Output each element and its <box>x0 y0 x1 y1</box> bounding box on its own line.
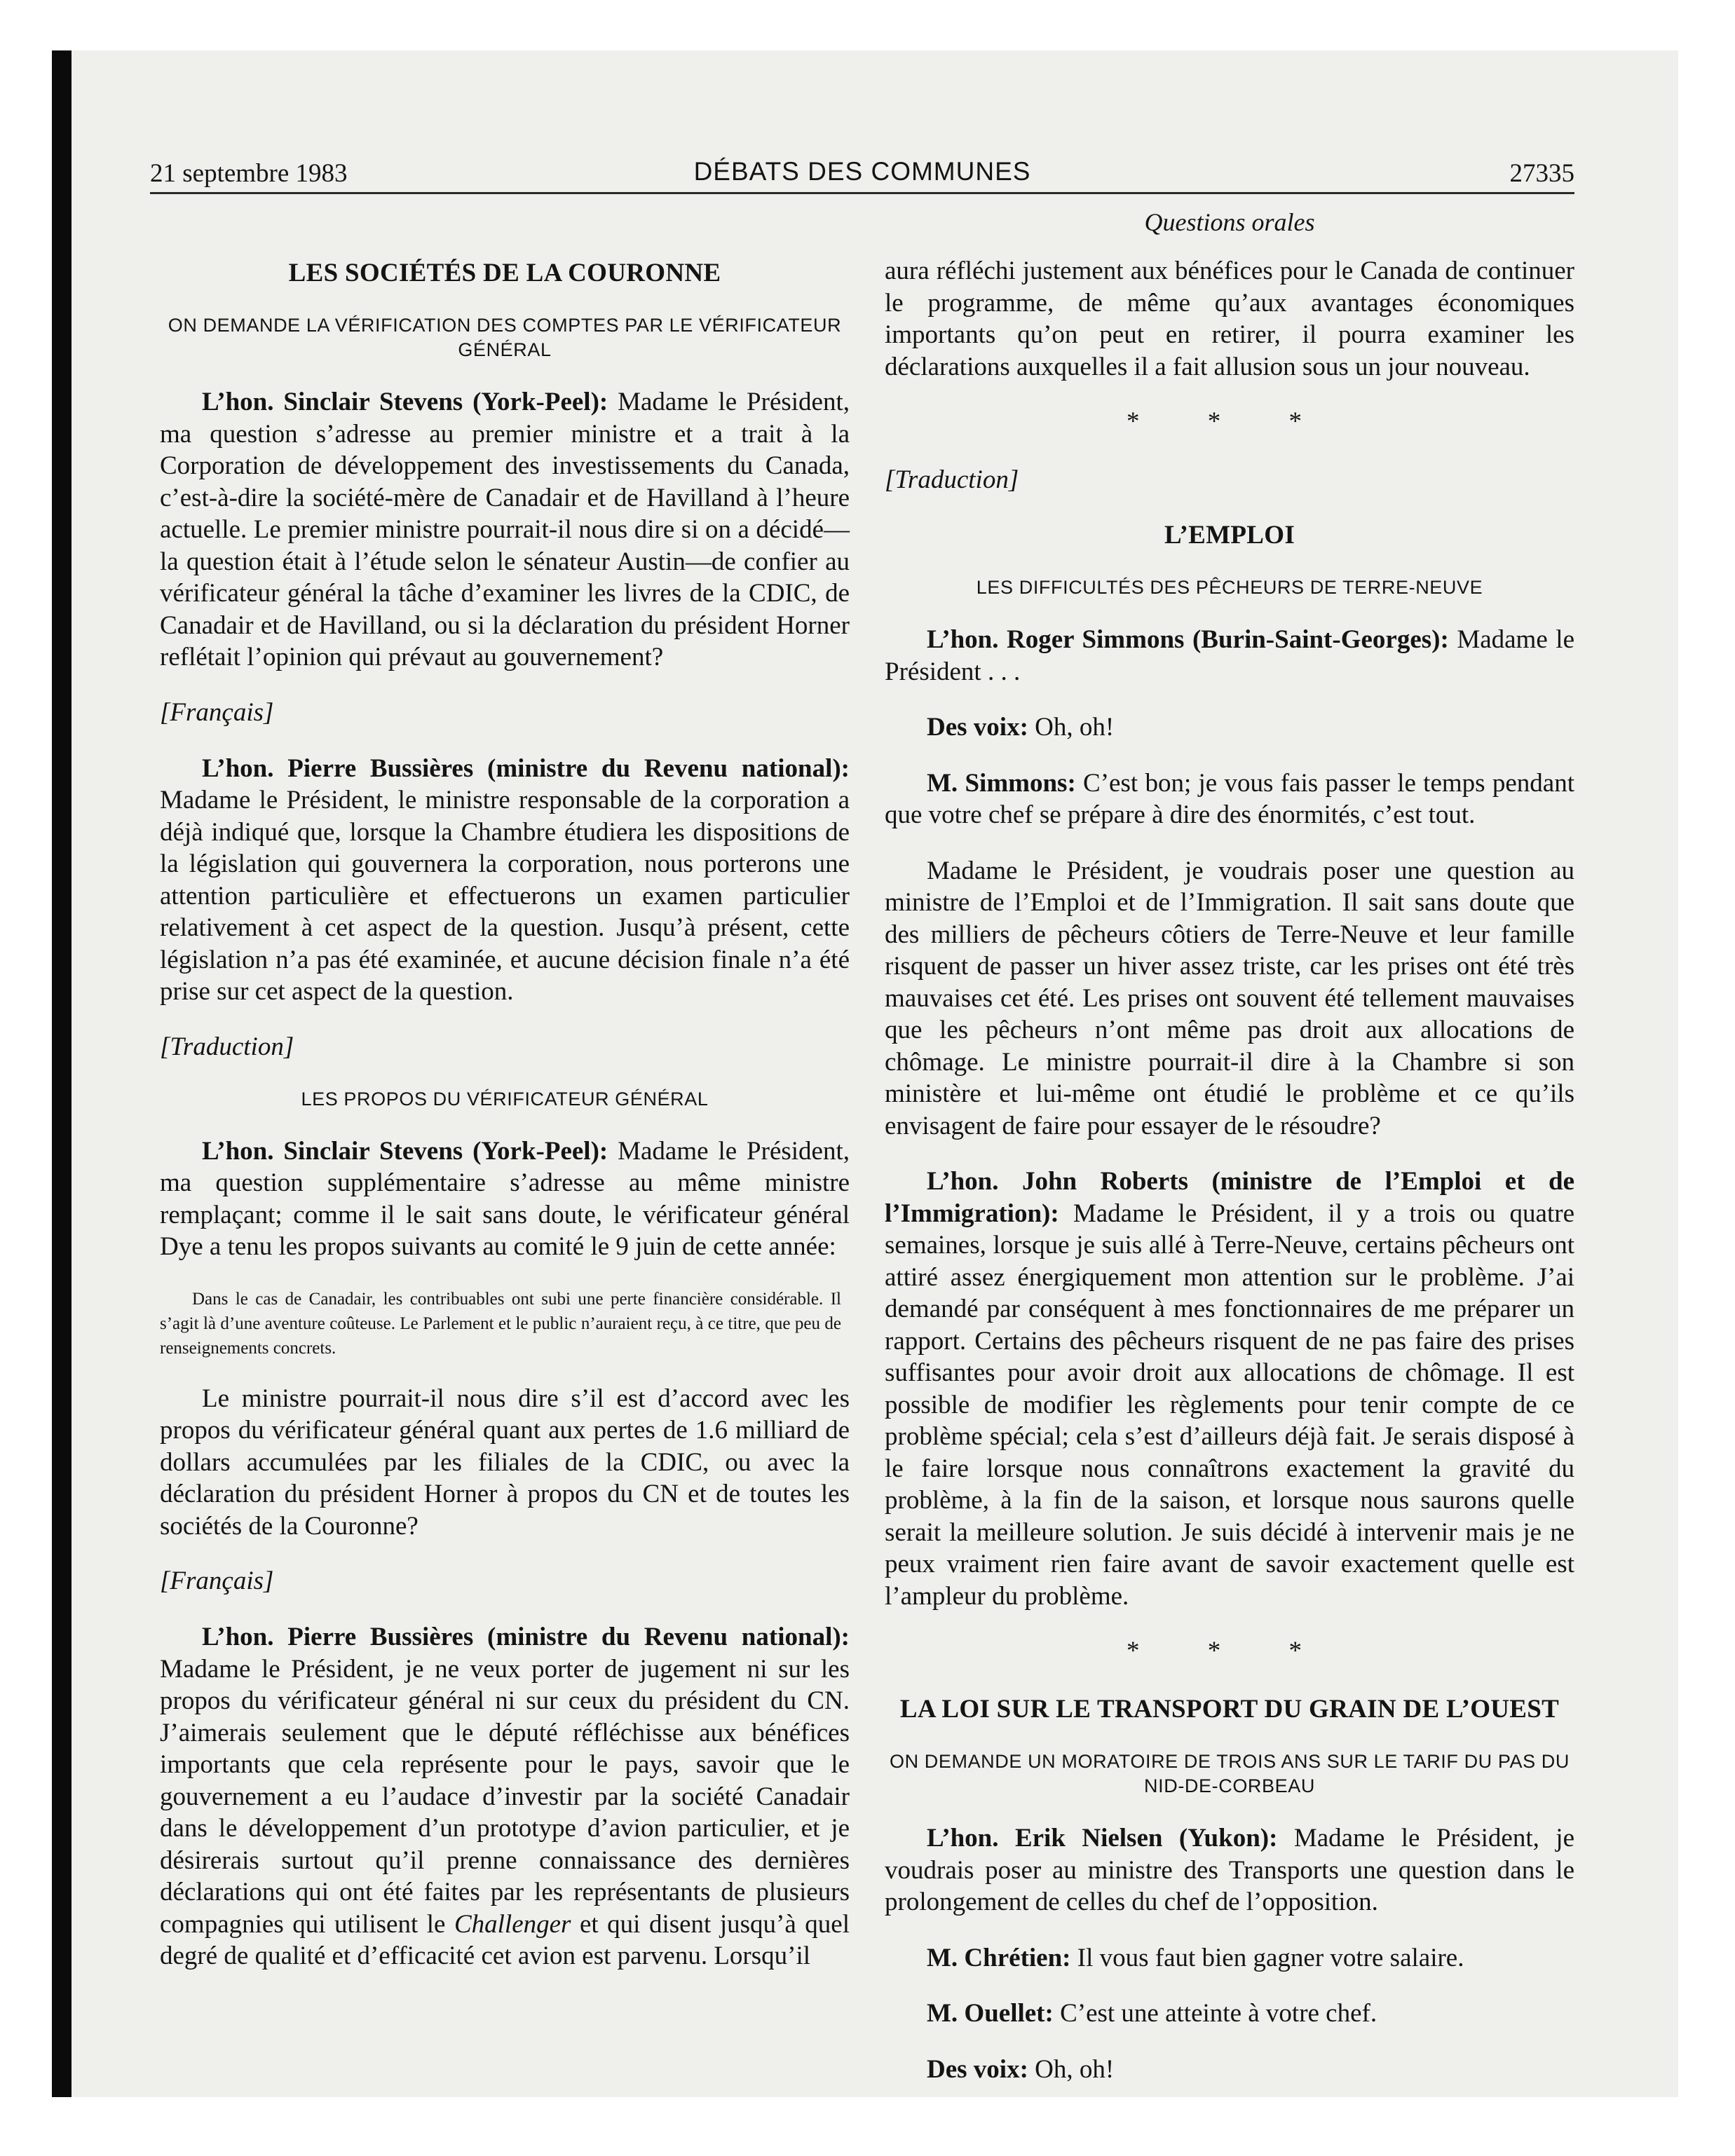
speaker-name: L’hon. Sinclair Stevens (York-Peel): <box>202 1136 608 1166</box>
speaker-name: L’hon. Roger Simmons (Burin-Saint-Georges): <box>927 625 1449 655</box>
language-note: [Français] <box>160 697 274 727</box>
section-heading: LA LOI SUR LE TRANSPORT DU GRAIN DE L’OUEST <box>899 1695 1560 1724</box>
speech-paragraph <box>885 2054 1574 2086</box>
speech-text: et qui disent jusqu’à quel degré de qualité et d’efficacité cet avion est parvenu. Lorsqu’il <box>160 1909 850 1971</box>
speech-paragraph <box>160 753 850 1008</box>
header-date: 21 septembre 1983 <box>150 159 348 188</box>
speech-text: Madame le Président, je voudrais poser au ministre des Transports une question dans le prolongement de celles du chef de l’opposition. <box>885 1824 1574 1917</box>
speech-paragraph <box>160 1621 850 1972</box>
speech-paragraph: Le ministre pourrait-il nous dire s’il est d’accord avec les propos du vérificateur général quant aux pertes de 1.6 milliard de dollars accumulées par les filiales de la CDIC, ou avec la déclaration du président Horner à propos du CN et de toutes les sociétés de la Couronne? <box>160 1384 850 1541</box>
speech-paragraph <box>160 1135 850 1263</box>
speech-paragraph <box>885 624 1574 688</box>
language-note: [Traduction] <box>160 1032 294 1061</box>
speech-text: Madame le Président, je ne veux porter de jugement ni sur les propos du vérificateur général ni sur ceux du président du CN. J’aimerais seulement que le député réfléchisse aux bénéfices importants que cela représente pour le pays, savoir que le gouvernement a eu l’audace d’investir par la société Canadair dans le développement d’un prototype d’avion particulier, et je désirerais surtout qu’il prenne connaissance des dernières déclarations qui ont été faites par les représentants de plusieurs compagnies qui utilisent le <box>160 1654 850 1939</box>
speech-text: Madame le Président, il y a trois ou quatre semaines, lorsque je suis allé à Terre-Neuve, certains pêcheurs ont attiré assez énergiquement mon attention sur le problème. J’ai demandé par conséquent à mes fonctionnaires de me préparer un rapport. Certains des pêcheurs risquent de ne pas faire des prises suffisantes pour avoir droit aux allocations de chômage. Il est possible de modifier les règlements pour tenir compte de ce problème spécial; cela s’est d’ailleurs déjà fait. Je serais disposé à le faire lorsque nous connaîtrons exactement la gravité du problème, à la fin de la saison, et lorsque nous saurons quelle serait la meilleure solution. Je suis décidé à intervenir mais je ne peux vraiment rien faire avant de savoir exactement quelle est l’ampleur du problème. <box>885 1199 1574 1611</box>
left-column <box>160 258 850 1996</box>
speech-text: Madame le Président, ma question supplémentaire s’adresse au même ministre remplaçant; comme il le sait sans doute, le vérificateur général Dye a tenu les propos suivants au comité le 9 juin de cette année: <box>160 1136 850 1262</box>
speech-text: Madame le Président . . . <box>885 625 1574 686</box>
speech-text: Oh, oh! <box>1028 2054 1115 2084</box>
header-page-number: 27335 <box>1509 159 1574 188</box>
speech-paragraph: Madame le Président, je voudrais poser une question au ministre de l’Emploi et de l’Immigration. Il sait sans doute que des milliers de pêcheurs côtiers de Terre-Neuve et leur famille risquent de passer un hiver assez triste, car les prises ont été très mauvaises cet été. Les prises ont souvent été tellement mauvaises que les pêcheurs n’ont même pas droit aux allocations de chômage. Le ministre pourrait-il dire à la Chambre si son ministère et lui-même ont étudié le problème et ce qu’ils envisagent de faire pour essayer de le résoudre? <box>885 856 1574 1140</box>
speech-paragraph: aura réfléchi justement aux bénéfices pour le Canada de continuer le programme, de même qu’aux avantages économiques importants qu’on peut en retirer, il pourra examiner les déclarations auxquelles il a fait allusion sous un jour nouveau. <box>885 257 1574 381</box>
language-note: [Traduction] <box>885 465 1019 494</box>
speaker-name: M. Simmons: <box>927 768 1076 798</box>
speaker-name: M. Ouellet: <box>927 1999 1054 2028</box>
speech-paragraph <box>885 1942 1574 1974</box>
block-quote: Dans le cas de Canadair, les contribuables ont subi une perte financière considérable. Il s’agit là d’une aventure coûteuse. Le Parlement et le public n’auraient reçu, à ce titre, que peu de renseignements concrets. <box>160 1289 841 1358</box>
speaker-name: L’hon. Sinclair Stevens (York-Peel): <box>202 388 608 417</box>
speaker-name: L’hon. Erik Nielsen (Yukon): <box>927 1824 1278 1853</box>
speech-text: Il vous faut bien gagner votre salaire. <box>1070 1943 1464 1972</box>
language-note: [Français] <box>160 1567 274 1596</box>
speech-paragraph <box>160 386 850 674</box>
speaker-name: M. Chrétien: <box>927 1943 1071 1972</box>
speech-paragraph <box>885 767 1574 831</box>
page-header <box>150 156 1574 194</box>
speech-paragraph <box>885 1822 1574 1918</box>
subheading: LES DIFFICULTÉS DES PÊCHEURS DE TERRE-NEUVE <box>976 577 1483 598</box>
speech-text: C’est une atteinte à votre chef. <box>1053 1999 1377 2028</box>
speech-paragraph <box>885 1998 1574 2030</box>
speech-text: Oh, oh! <box>1028 713 1115 742</box>
speaker-name: L’hon. John Roberts (ministre de l’Emploi et de l’Immigration): <box>885 1167 1574 1228</box>
section-separator: * * * <box>1127 407 1333 436</box>
subheading: LES PROPOS DU VÉRIFICATEUR GÉNÉRAL <box>301 1088 709 1110</box>
aircraft-name: Challenger <box>454 1909 571 1939</box>
speech-text: C’est bon; je vous fais passer le temps pendant que votre chef se prépare à dire des énormités, c’est tout. <box>885 768 1574 830</box>
speech-text: Madame le Président, le ministre responsable de la corporation a déjà indiqué que, lorsque la Chambre étudiera les dispositions de la législation qui gouvernera la corporation, nous porterons une attention particulière et effectuerons un examen particulier relativement à cet aspect de la question. Jusqu’à présent, cette législation n’a pas été examinée, et aucune décision finale n’a été prise sur cet aspect de la question. <box>160 786 850 1007</box>
speech-paragraph <box>885 1166 1574 1612</box>
speaker-name: L’hon. Pierre Bussières (ministre du Revenu national): <box>202 753 850 783</box>
speech-text: Madame le Président, ma question s’adresse au premier ministre et a trait à la Corporation de développement des investissements du Canada, c’est-à-dire la société-mère de Canadair et de Havilland à l’heure actuelle. Le premier ministre pourrait-il nous dire si on a décidé—la question était à l’étude selon le sénateur Austin—de confier au vérificateur général la tâche d’examiner les livres de la CDIC, de Canadair et de Havilland, ou si la déclaration du président Horner reflétait l’opinion qui prévaut au gouvernement? <box>160 388 850 672</box>
speaker-name: Des voix: <box>927 713 1028 742</box>
section-heading: L’EMPLOI <box>1164 521 1295 550</box>
section-separator: * * * <box>1127 1637 1333 1666</box>
speaker-name: Des voix: <box>927 2054 1028 2084</box>
header-journal-title: DÉBATS DES COMMUNES <box>693 157 1031 186</box>
speech-paragraph <box>885 711 1574 744</box>
speaker-name: L’hon. Pierre Bussières (ministre du Revenu national): <box>202 1623 850 1652</box>
right-column <box>885 207 1574 2109</box>
binding-edge <box>52 50 72 2097</box>
section-tag: Questions orales <box>1144 208 1315 236</box>
subheading: ON DEMANDE UN MORATOIRE DE TROIS ANS SUR LE TARIF DU PAS DU NID-DE-CORBEAU <box>889 1751 1570 1797</box>
section-heading: LES SOCIÉTÉS DE LA COURONNE <box>288 259 721 287</box>
subheading: ON DEMANDE LA VÉRIFICATION DES COMPTES PAR LE VÉRIFICATEUR GÉNÉRAL <box>168 315 842 361</box>
